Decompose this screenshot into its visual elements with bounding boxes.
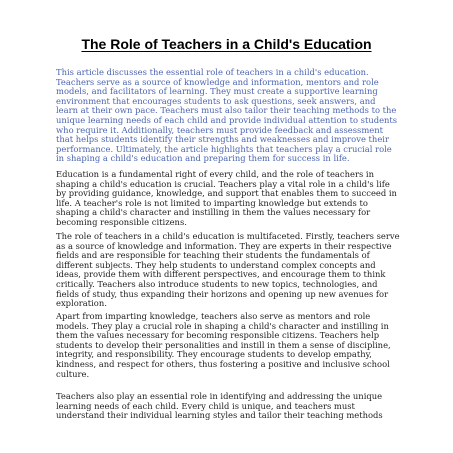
body-paragraph-1: Education is a fundamental right of every child, and the role of teachers in shaping a child's education is crucial. Teachers play a vital role in a child's life by providing guidance, knowledge, and support that enables them to succeed in life. A teacher's role is not limited to imparting knowledge but extends to shaping a child's character and instilling in them the values necessary for becoming responsible citizens. [56,169,397,227]
body-paragraph-4-container [56,392,400,453]
body-paragraph-3: Apart from imparting knowledge, teachers also serve as mentors and role models. They play a crucial role in shaping a child's character and instilling in them the values necessary for becoming responsible citizens. Teachers help students to develop their personalities and instill in them a sense of discipline, integrity, and responsibility. They encourage students to develop empathy, kindness, and respect for others, thus fostering a positive and inclusive school culture. [56,311,391,379]
document-title: The Role of Teachers in a Child's Education [81,36,372,52]
abstract-paragraph: This article discusses the essential role of teachers in a child's education. Teachers serve as a source of knowledge and information, mentors and role models, and facilitators of learning. They must create a supportive learning environment that encourages students to ask questions, seek answers, and learn at their own pace. Teachers must also tailor their teaching methods to the unique learning needs of each child and provide individual attention to students who require it. Additionally, teachers must provide feedback and assessment that helps students identify their strengths and weaknesses and improve their performance. Ultimately, the article highlights that teachers play a crucial role in shaping a child's education and preparing them for success in life. [56,67,398,164]
body-paragraph-2: The role of teachers in a child's education is multifaceted. Firstly, teachers serve as a source of knowledge and information. They are experts in their respective fields and are responsible for teaching their students the fundamentals of different subjects. They help students to understand complex concepts and ideas, provide them with different perspectives, and encourage them to think critically. Teachers also introduce students to new topics, technologies, and fields of study, thus expanding their horizons and opening up new avenues for exploration. [56,231,400,309]
body-paragraph-4: Teachers also play an essential role in identifying and addressing the unique learning needs of each child. Every child is unique, and teachers must understand their individual learning styles and tailor their teaching methods [56,392,383,421]
